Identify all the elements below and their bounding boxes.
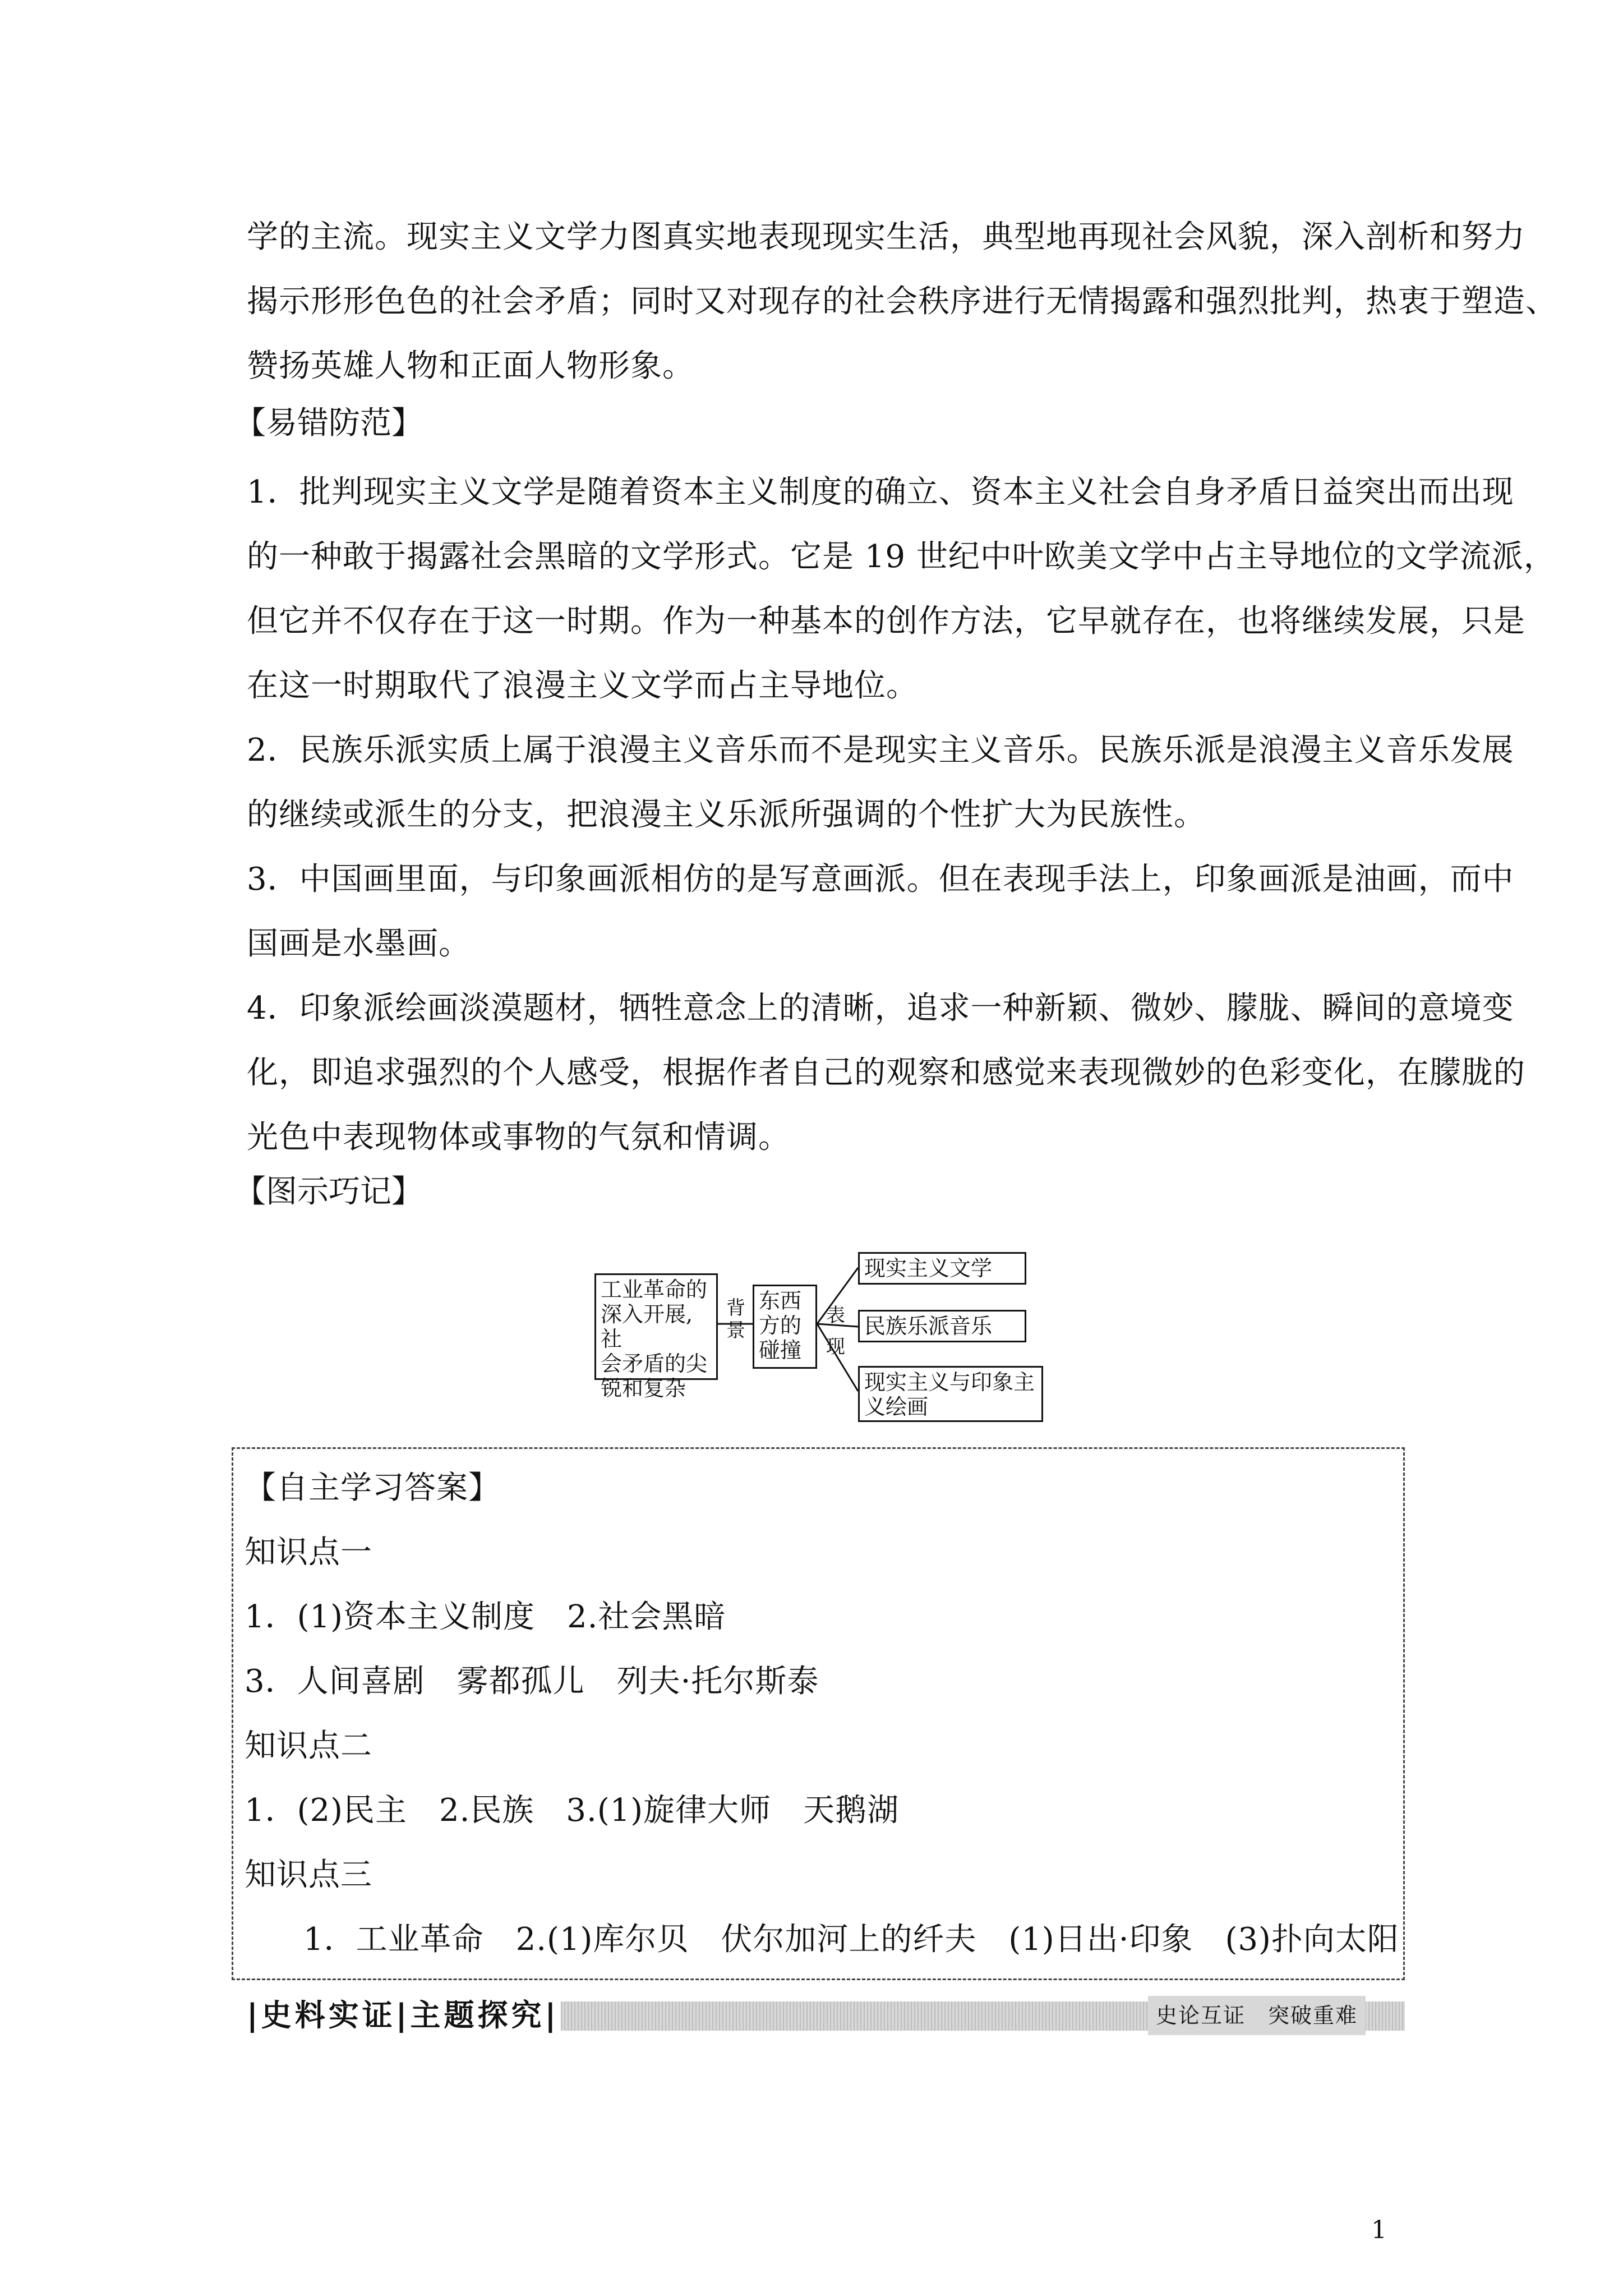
box-line: 民族乐派音乐 xyxy=(864,1314,993,1338)
text-line: 1．批判现实主义文学是随着资本主义制度的确立、资本主义社会自身矛盾日益突出而出现 xyxy=(247,474,1514,510)
manifestation-label xyxy=(824,1304,847,1358)
error-item-4 xyxy=(247,976,1525,1170)
label-char: 背 xyxy=(726,1297,745,1319)
text-line: 国画是水墨画。 xyxy=(247,926,471,962)
knowledge-point-3-answer-1: 1．工业革命 2.(1)库尔贝 伏尔加河上的纤夫 (1)日出·印象 (3)扑向太阳 xyxy=(303,1921,1399,1958)
text-line: 但它并不仅存在于这一时期。作为一种基本的创作方法，它早就存在，也将继续发展，只是 xyxy=(247,603,1525,639)
background-label xyxy=(725,1297,747,1342)
box-line: 会矛盾的尖 xyxy=(601,1351,708,1376)
text-line: 光色中表现物体或事物的气氛和情调。 xyxy=(247,1119,790,1156)
section-banner xyxy=(247,1996,1405,2035)
box-line: 义绘画 xyxy=(864,1395,929,1419)
page-number: 1 xyxy=(1371,2216,1387,2244)
label-char: 现 xyxy=(826,1336,845,1358)
outcome-box-literature xyxy=(858,1252,1026,1285)
text-line: 的继续或派生的分支，把浪漫主义乐派所强调的个性扩大为民族性。 xyxy=(247,797,1206,833)
knowledge-point-2-title: 知识点二 xyxy=(245,1728,372,1764)
knowledge-point-3-title: 知识点三 xyxy=(245,1857,372,1893)
banner-title: |史料实证|主题探究| xyxy=(247,1998,560,2033)
box-line: 现实主义文学 xyxy=(864,1256,993,1281)
box-line: 方的 xyxy=(759,1313,802,1338)
text-line: 的一种敢于揭露社会黑暗的文学形式。它是 19 世纪中叶欧美文学中占主导地位的文学流派， xyxy=(247,539,1556,575)
diagram-memory-heading: 【图示巧记】 xyxy=(234,1174,423,1210)
text-line: 在这一时期取代了浪漫主义文学而占主导地位。 xyxy=(247,668,918,704)
text-line: 学的主流。现实主义文学力图真实地表现现实生活，典型地再现社会风貌，深入剖析和努力 xyxy=(247,219,1525,255)
flow-diagram xyxy=(594,1251,1043,1430)
text-line: 4．印象派绘画淡漠题材，牺牲意念上的清晰，追求一种新颖、微妙、朦胧、瞬间的意境变 xyxy=(247,990,1514,1027)
center-box xyxy=(753,1285,817,1369)
label-char: 景 xyxy=(726,1319,745,1342)
label-char: 表 xyxy=(826,1304,845,1327)
cause-box xyxy=(594,1273,718,1401)
error-item-3 xyxy=(247,847,1514,976)
box-line: 工业革命的 xyxy=(601,1277,708,1302)
text-line: 化，即追求强烈的个人感受，根据作者自己的观察和感觉来表现微妙的色彩变化，在朦胧的 xyxy=(247,1055,1525,1091)
answer-box xyxy=(232,1447,1405,1980)
box-line: 深入开展,社 xyxy=(601,1302,693,1351)
knowledge-point-2-answer-1: 1．(2)民主 2.民族 3.(1)旋律大师 天鹅湖 xyxy=(245,1792,900,1829)
knowledge-point-1-answer-1: 1．(1)资本主义制度 2.社会黑暗 xyxy=(245,1599,726,1635)
knowledge-point-1-title: 知识点一 xyxy=(245,1534,372,1571)
box-line: 东西 xyxy=(759,1289,802,1313)
outcome-box-painting xyxy=(858,1366,1043,1422)
box-line: 锐和复杂 xyxy=(601,1376,686,1401)
error-prevention-heading: 【易错防范】 xyxy=(234,405,423,441)
box-line: 碰撞 xyxy=(759,1338,802,1363)
knowledge-point-1-answer-2: 3．人间喜剧 雾都孤儿 列夫·托尔斯泰 xyxy=(245,1663,819,1700)
intro-paragraph xyxy=(247,205,1557,398)
outcome-box-music xyxy=(858,1310,1026,1342)
error-item-2 xyxy=(247,718,1514,847)
text-line: 赞扬英雄人物和正面人物形象。 xyxy=(247,348,694,384)
error-item-1 xyxy=(247,460,1556,718)
answers-title: 【自主学习答案】 xyxy=(245,1470,500,1506)
text-line: 3．中国画里面，与印象画派相仿的是写意画派。但在表现手法上，印象画派是油画，而中 xyxy=(247,861,1514,898)
text-line: 揭示形形色色的社会矛盾；同时又对现存的社会秩序进行无情揭露和强烈批判，热衷于塑造、 xyxy=(247,283,1557,320)
text-line: 2．民族乐派实质上属于浪漫主义音乐而不是现实主义音乐。民族乐派是浪漫主义音乐发展 xyxy=(247,732,1514,769)
box-line: 现实主义与印象主 xyxy=(864,1370,1035,1395)
banner-subtitle: 史论互证 突破重难 xyxy=(1148,1996,1366,2035)
